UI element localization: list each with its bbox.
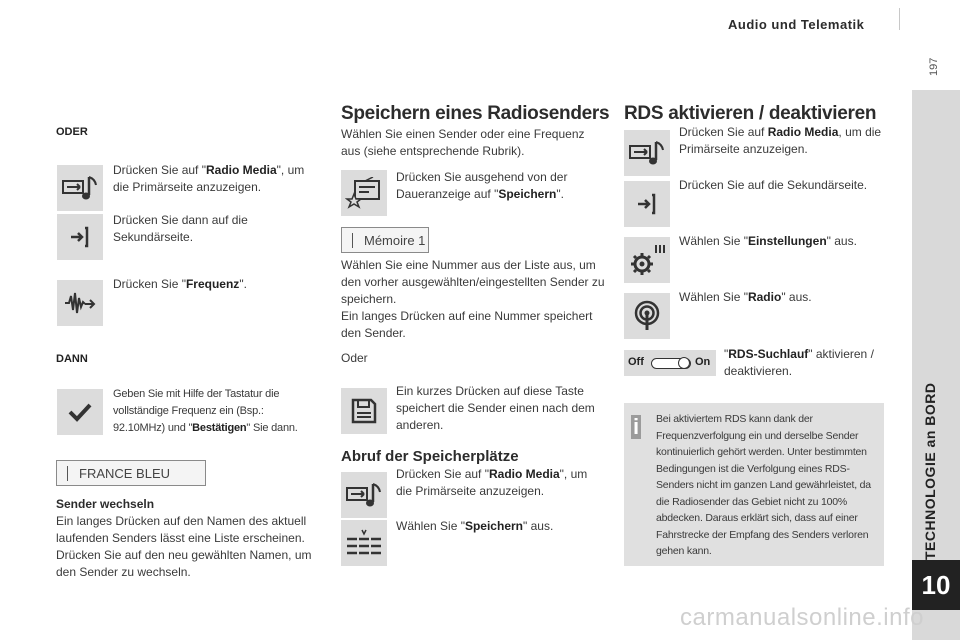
radio-media-button-3 — [624, 130, 670, 176]
text-bold: RDS-Suchlauf — [728, 347, 809, 361]
text: " Sie dann. — [246, 422, 298, 434]
text: , um die Primärseite anzuzeigen. — [679, 125, 882, 156]
text: " aus. — [523, 519, 554, 533]
rds-toggle-switch — [624, 350, 716, 376]
change-station-section — [56, 496, 321, 581]
floppy-disk-icon — [349, 396, 379, 426]
radio-media-button — [57, 165, 103, 211]
text: " aus. — [826, 234, 857, 248]
oder-label: ODER — [56, 126, 88, 138]
text-bold: Radio Media — [488, 467, 560, 481]
header-divider — [899, 8, 900, 30]
text-caret — [352, 233, 353, 248]
text-bold: Radio Media — [205, 163, 277, 177]
step-enter-frequency — [113, 386, 318, 437]
text: Drücken Sie auf " — [396, 467, 489, 481]
step-rds-secondary: Drücken Sie auf die Sekundärseite. — [679, 178, 868, 192]
chapter-number: 10 — [912, 560, 960, 610]
secondary-page-button-2 — [624, 181, 670, 227]
text: Drücken Sie " — [113, 277, 186, 291]
step-secondary-page: Drücken Sie dann auf die Sekundärseite. — [113, 213, 248, 244]
step-rds-radio-media — [679, 124, 884, 158]
step-save — [396, 169, 596, 203]
change-station-text: Ein langes Drücken auf den Namen des aktuell laufenden Senders lässt eine Liste erscheinen. Drücken Sie auf den neu gewählten Namen, um den Sender zu wechseln. — [56, 514, 312, 579]
radio-icon — [631, 300, 663, 332]
secondary-page-icon — [65, 222, 95, 252]
step-rds-toggle — [724, 346, 884, 380]
secondary-page-button — [57, 214, 103, 260]
text: Wählen Sie " — [679, 234, 748, 248]
text: " aktivieren / deaktivieren. — [724, 347, 874, 378]
settings-icon — [628, 243, 666, 277]
change-station-title: Sender wechseln — [56, 497, 155, 511]
radio-media-icon — [345, 480, 383, 510]
dann-label: DANN — [56, 353, 88, 365]
text: Wählen Sie " — [679, 290, 748, 304]
radio-media-icon — [61, 173, 99, 203]
radio-media-icon — [628, 138, 666, 168]
toggle-on-label: On — [695, 356, 711, 368]
step-save-one-by-one: Ein kurzes Drücken auf diese Taste speichert die Sender einen nach dem anderen. — [396, 384, 595, 432]
info-icon: i — [632, 414, 640, 439]
station-name-field[interactable] — [56, 460, 206, 486]
frequency-button — [57, 280, 103, 326]
header-title: Audio und Telematik — [728, 17, 865, 32]
text: ". — [556, 187, 564, 201]
text: Wählen Sie eine Nummer aus der Liste aus, um den vorher ausgewählten/eingestellten Sender zu speichern. — [341, 258, 605, 306]
text-bold: Frequenz — [185, 277, 240, 291]
settings-button — [624, 237, 670, 283]
radio-media-button-2 — [341, 472, 387, 518]
text: " aus. — [781, 290, 812, 304]
text: Geben Sie mit Hilfe der Tastatur die vollständige Frequenz ein (Bsp.: 92.10MHz) und " — [113, 388, 280, 434]
toggle-off-label: Off — [628, 356, 644, 368]
presets-list-icon — [345, 528, 383, 558]
step-presets-select — [396, 518, 553, 535]
page-number: 197 — [928, 57, 940, 76]
chapter-label: TECHNOLOGIE an BORD — [922, 382, 938, 560]
text: Ein langes Drücken auf eine Nummer speichert den Sender. — [341, 309, 593, 340]
memory-slot-field[interactable] — [341, 227, 429, 253]
memory-slot-value: Mémoire 1 — [364, 232, 426, 248]
oder-text: Oder — [341, 351, 368, 365]
secondary-page-icon — [632, 189, 662, 219]
info-box — [624, 403, 884, 566]
text-bold: Radio — [747, 290, 782, 304]
text: Drücken Sie auf — [679, 125, 768, 139]
radio-button — [624, 293, 670, 339]
step-radio-media — [113, 162, 318, 196]
text: ", um die Primärseite anzuzeigen. — [113, 163, 305, 194]
step-settings — [679, 233, 857, 250]
text-caret — [67, 466, 68, 481]
text-bold: Speichern — [464, 519, 523, 533]
checkmark-icon — [67, 401, 93, 423]
text: Drücken Sie ausgehend von der Daueranzeige auf " — [396, 170, 568, 201]
text-bold: Bestätigen — [192, 422, 247, 434]
save-station-heading: Speichern eines Radiosenders — [341, 103, 610, 124]
text-bold: Einstellungen — [747, 234, 827, 248]
text: Wählen Sie " — [396, 519, 465, 533]
text: ". — [239, 277, 247, 291]
save-paragraph — [341, 257, 606, 342]
text-bold: Radio Media — [767, 125, 839, 139]
confirm-button — [57, 389, 103, 435]
step-frequency — [113, 276, 247, 293]
text: " — [724, 347, 729, 361]
station-name-value: FRANCE BLEU — [79, 465, 171, 481]
save-station-icon — [345, 177, 383, 209]
info-text: Bei aktiviertem RDS kann dank der Frequenzverfolgung ein und derselbe Sender kontinuierlich gehört werden. Unter bestimmten Bedingungen ist die Verfolgung eines RDS-Senders nicht im ganzen Land gewährleistet, da die Radiosender das Gebiet nicht zu 100% abdecken. Daraus erklärt sich, dass auf einer Fahrstrecke der Empfang des Senders verloren gehen kann. — [656, 413, 871, 557]
save-station-button — [341, 170, 387, 216]
step-radio — [679, 289, 812, 306]
presets-heading: Abruf der Speicherplätze — [341, 448, 519, 465]
toggle-knob — [678, 357, 690, 369]
text-bold: Speichern — [498, 187, 557, 201]
watermark: carmanualsonline.info — [680, 604, 924, 631]
save-intro: Wählen Sie einen Sender oder eine Frequenz aus (siehe entsprechende Rubrik). — [341, 127, 585, 158]
rds-heading: RDS aktivieren / deaktivieren — [624, 103, 877, 124]
text: Drücken Sie auf " — [113, 163, 206, 177]
frequency-icon — [63, 290, 97, 316]
text: ", um die Primärseite anzuzeigen. — [396, 467, 588, 498]
step-presets-radio-media — [396, 466, 601, 500]
save-one-by-one-button — [341, 388, 387, 434]
presets-button — [341, 520, 387, 566]
